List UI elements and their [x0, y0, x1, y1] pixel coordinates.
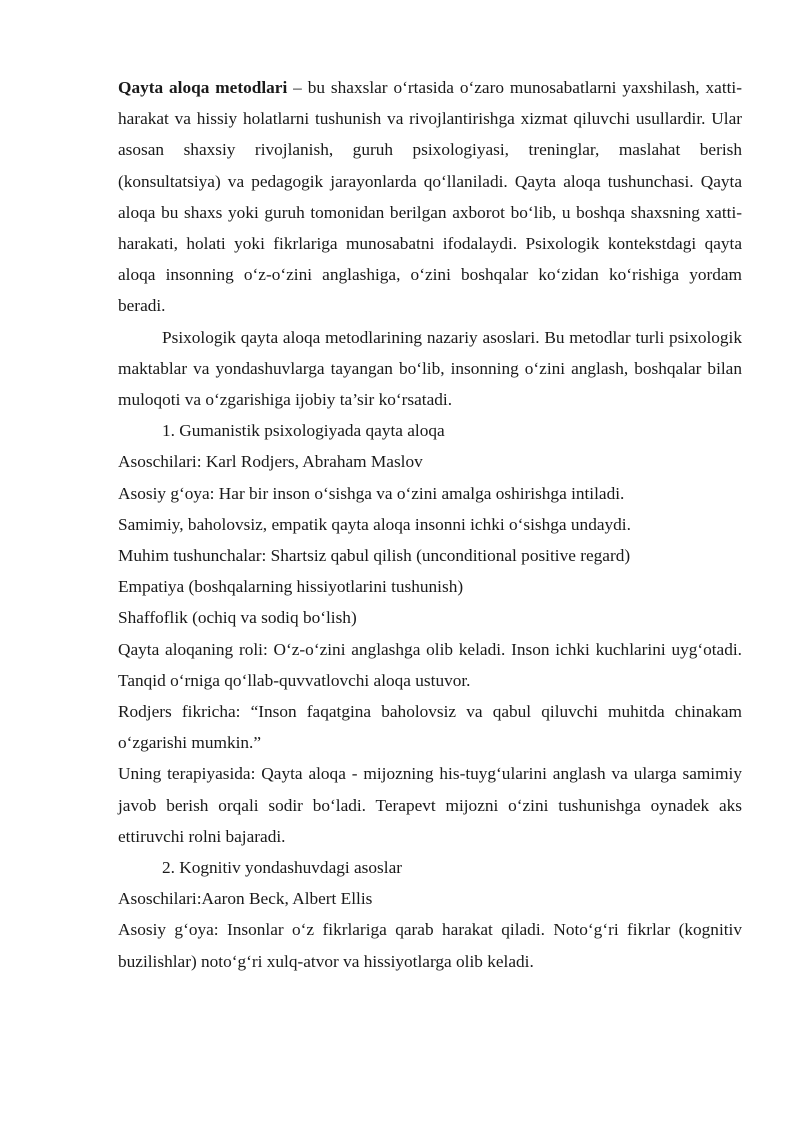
- term-heading: Qayta aloqa metodlari: [118, 78, 288, 97]
- role-paragraph: Qayta aloqaning roli: O‘z-o‘zini anglashga olib keladi. Inson ichki kuchlarini uyg‘otadi. Tanqid o‘rniga qo‘llab-quvvatlovchi aloqa ustuvor.: [118, 639, 742, 690]
- key-concepts-line: Muhim tushunchalar: Shartsiz qabul qilish (unconditional positive regard): [118, 546, 631, 566]
- feedback-line: Samimiy, baholovsiz, empatik qayta aloqa insonni ichki o‘sishga undaydi.: [118, 514, 631, 534]
- rogers-quote-paragraph: Rodjers fikricha: “Inson faqatgina baholovsiz va qabul qiluvchi muhitda chinakam o‘zgarishi mumkin.”: [118, 702, 742, 753]
- empathy-line: Empatiya (boshqalarning hissiyotlarini tushunish): [118, 577, 464, 597]
- transparency-line: Shaffoflik (ochiq va sodiq bo‘lish): [118, 608, 357, 628]
- therapy-paragraph: Uning terapiyasida: Qayta aloqa - mijozning his-tuyg‘ularini anglash va ularga samimiy javob berish orqali sodir bo‘ladi. Terapevt mijozni o‘zini tushunishga oynadek aks ettiruvchi rolni bajaradi.: [118, 764, 742, 846]
- cognitive-founders-line: Asoschilari:Aaron Beck, Albert Ellis: [118, 889, 373, 909]
- section-heading-humanistic: 1. Gumanistik psixologiyada qayta aloqa: [162, 421, 445, 441]
- main-idea-line: Asosiy g‘oya: Har bir inson o‘sishga va o‘zini amalga oshirishga intiladi.: [118, 483, 625, 503]
- intro-paragraph: [118, 72, 742, 322]
- cognitive-idea-paragraph: Asosiy g‘oya: Insonlar o‘z fikrlariga qarab harakat qiladi. Noto‘g‘ri fikrlar (kognitiv buzilishlar) noto‘g‘ri xulq-atvor va hissiyotlarga olib keladi.: [118, 920, 742, 971]
- section-heading-cognitive: 2. Kognitiv yondashuvdagi asoslar: [162, 858, 402, 878]
- theory-paragraph: Psixologik qayta aloqa metodlarining nazariy asoslari. Bu metodlar turli psixologik maktablar va yondashuvlarga tayangan bo‘lib, insonning o‘zini anglash, boshqalar bilan muloqoti va o‘zgarishiga ijobiy ta’sir ko‘rsatadi.: [118, 327, 742, 410]
- intro-text: – bu shaxslar o‘rtasida o‘zaro munosabatlarni yaxshilash, xatti-harakat va hissiy holatlarni tushunish va rivojlantirishga xizmat qiluvchi usullardir. Ular asosan shaxsiy rivojlanish, guruh psixologiyasi, treninglar, maslahat berish (konsultatsiya) va pedagogik jarayonlarda qo‘llaniladi. Qayta aloqa tushunchasi. Qayta aloqa bu shaxs yoki guruh tomonidan berilgan axborot bo‘lib, u boshqa shaxsning xatti-harakati, holati yoki fikrlariga munosabatni ifodalaydi. Psixologik kontekstdagi qayta aloqa insonning o‘z-o‘zini anglashiga, o‘zini boshqalar ko‘zidan ko‘rishiga yordam beradi.: [118, 78, 742, 316]
- founders-line: Asoschilari: Karl Rodjers, Abraham Maslov: [118, 452, 423, 472]
